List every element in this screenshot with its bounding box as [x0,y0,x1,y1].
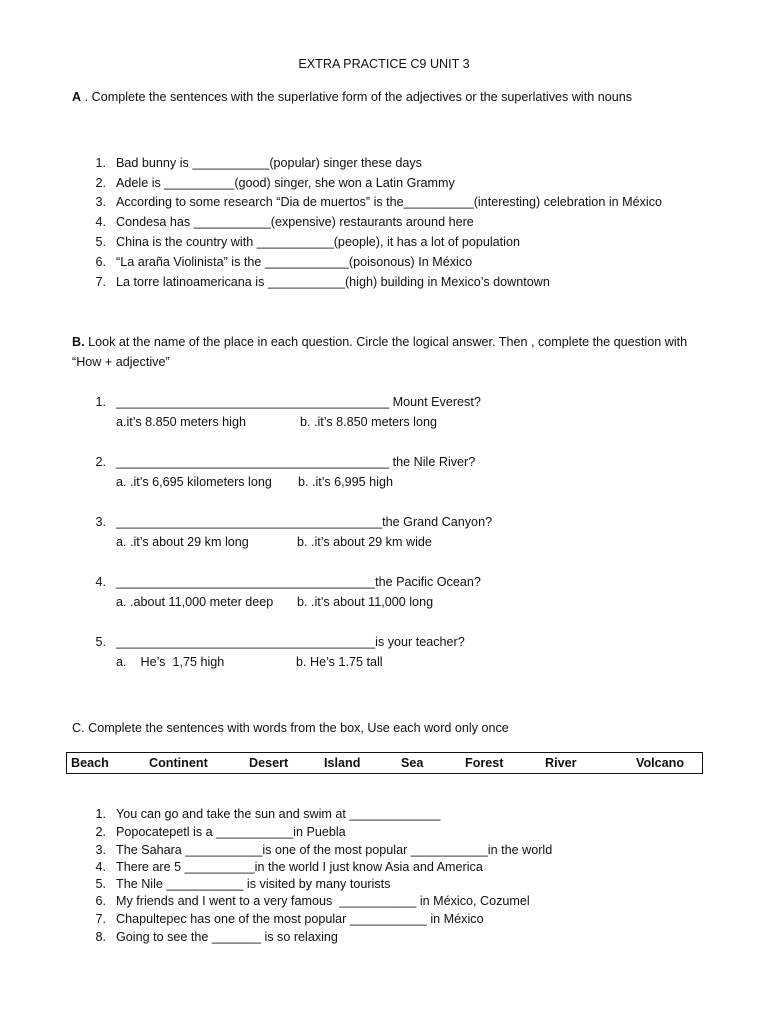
a-item-number: 4. [95,215,106,229]
b-item-number: 5. [95,635,106,649]
c-item-text: Going to see the _______ is so relaxing [116,930,338,944]
c-item-number: 4. [95,860,106,874]
c-item-text: Chapultepec has one of the most popular ___________ in México [116,912,484,926]
b-item-number: 1. [95,395,106,409]
a-item-number: 5. [95,235,106,249]
a-item-number: 1. [95,156,106,170]
a-item-text: China is the country with ___________(people), it has a lot of population [116,235,520,249]
c-item-text: My friends and I went to a very famous ___________ in México, Cozumel [116,894,530,908]
b-question: _____________________________________the Pacific Ocean? [116,575,481,589]
word-box-cell: Desert [249,756,289,770]
c-item-text: The Nile ___________ is visited by many tourists [116,877,391,891]
b-item-number: 2. [95,455,106,469]
a-item-text: Condesa has ___________(expensive) restaurants around here [116,215,474,229]
section-b-letter: B. [72,335,85,349]
a-item-text: According to some research “Dia de muertos” is the__________(interesting) celebration in México [116,195,663,209]
c-item-number: 1. [95,807,106,821]
b-item-number: 3. [95,515,106,529]
b-question: _______________________________________ Mount Everest? [116,395,481,409]
a-item-text: Bad bunny is ___________(popular) singer these days [116,156,422,170]
c-item-text: There are 5 __________in the world I just know Asia and America [116,860,483,874]
c-item-number: 6. [95,894,106,908]
section-c-instruction: C. Complete the sentences with words from the box, Use each word only once [72,721,509,735]
c-item-number: 5. [95,877,106,891]
a-item-text: “La araña Violinista” is the ____________(poisonous) In México [116,255,473,269]
b-option-a[interactable]: a. He’s 1,75 high [116,655,225,669]
a-item-number: 3. [95,195,106,209]
a-item-number: 7. [95,275,106,289]
b-question: ______________________________________the Grand Canyon? [116,515,493,529]
section-b-text: Look at the name of the place in each question. Circle the logical answer. Then , complete the question with “How + adjective” [72,335,688,369]
a-item-number: 2. [95,176,106,190]
c-item-text: The Sahara ___________is one of the most popular ___________in the world [116,843,553,857]
a-item-text: La torre latinoamericana is ___________(high) building in Mexico’s downtown [116,275,550,289]
section-a-letter: A [72,90,82,104]
word-box-cell: Sea [401,756,424,770]
b-option-a[interactable]: a.it’s 8.850 meters high [116,415,246,429]
b-question: _______________________________________ the Nile River? [116,455,476,469]
b-option-b[interactable]: b. .it’s 6,995 high [298,475,393,489]
b-option-a[interactable]: a. .it’s 6,695 kilometers long [116,475,272,489]
section-a-instruction [72,90,632,104]
c-item-number: 7. [95,912,106,926]
word-box-cell: Beach [71,756,109,770]
b-option-b[interactable]: b. .it’s about 11,000 long [297,595,434,609]
a-item-number: 6. [95,255,106,269]
b-option-b[interactable]: b. He’s 1.75 tall [296,655,383,669]
c-item-number: 3. [95,843,106,857]
b-option-b[interactable]: b. .it’s about 29 km wide [297,535,432,549]
section-b-instruction [72,332,702,372]
b-option-a[interactable]: a. .it’s about 29 km long [116,535,249,549]
word-box-cell: Forest [465,756,504,770]
b-item-number: 4. [95,575,106,589]
word-box [66,752,703,774]
b-option-b[interactable]: b. .it’s 8.850 meters long [300,415,437,429]
section-a-text: . Complete the sentences with the superlative form of the adjectives or the superlatives with nouns [81,90,633,104]
c-item-number: 8. [95,930,106,944]
c-item-text: You can go and take the sun and swim at _____________ [116,807,441,821]
b-option-a[interactable]: a. .about 11,000 meter deep [116,595,274,609]
a-item-text: Adele is __________(good) singer, she won a Latin Grammy [116,176,455,190]
word-box-cell: Continent [149,756,208,770]
word-box-cell: Island [324,756,361,770]
word-box-cell: River [545,756,577,770]
worksheet-title: EXTRA PRACTICE C9 UNIT 3 [298,57,470,71]
c-item-text: Popocatepetl is a ___________in Puebla [116,825,346,839]
word-box-cell: Volcano [636,756,685,770]
b-question: _____________________________________is your teacher? [116,635,465,649]
c-item-number: 2. [95,825,106,839]
